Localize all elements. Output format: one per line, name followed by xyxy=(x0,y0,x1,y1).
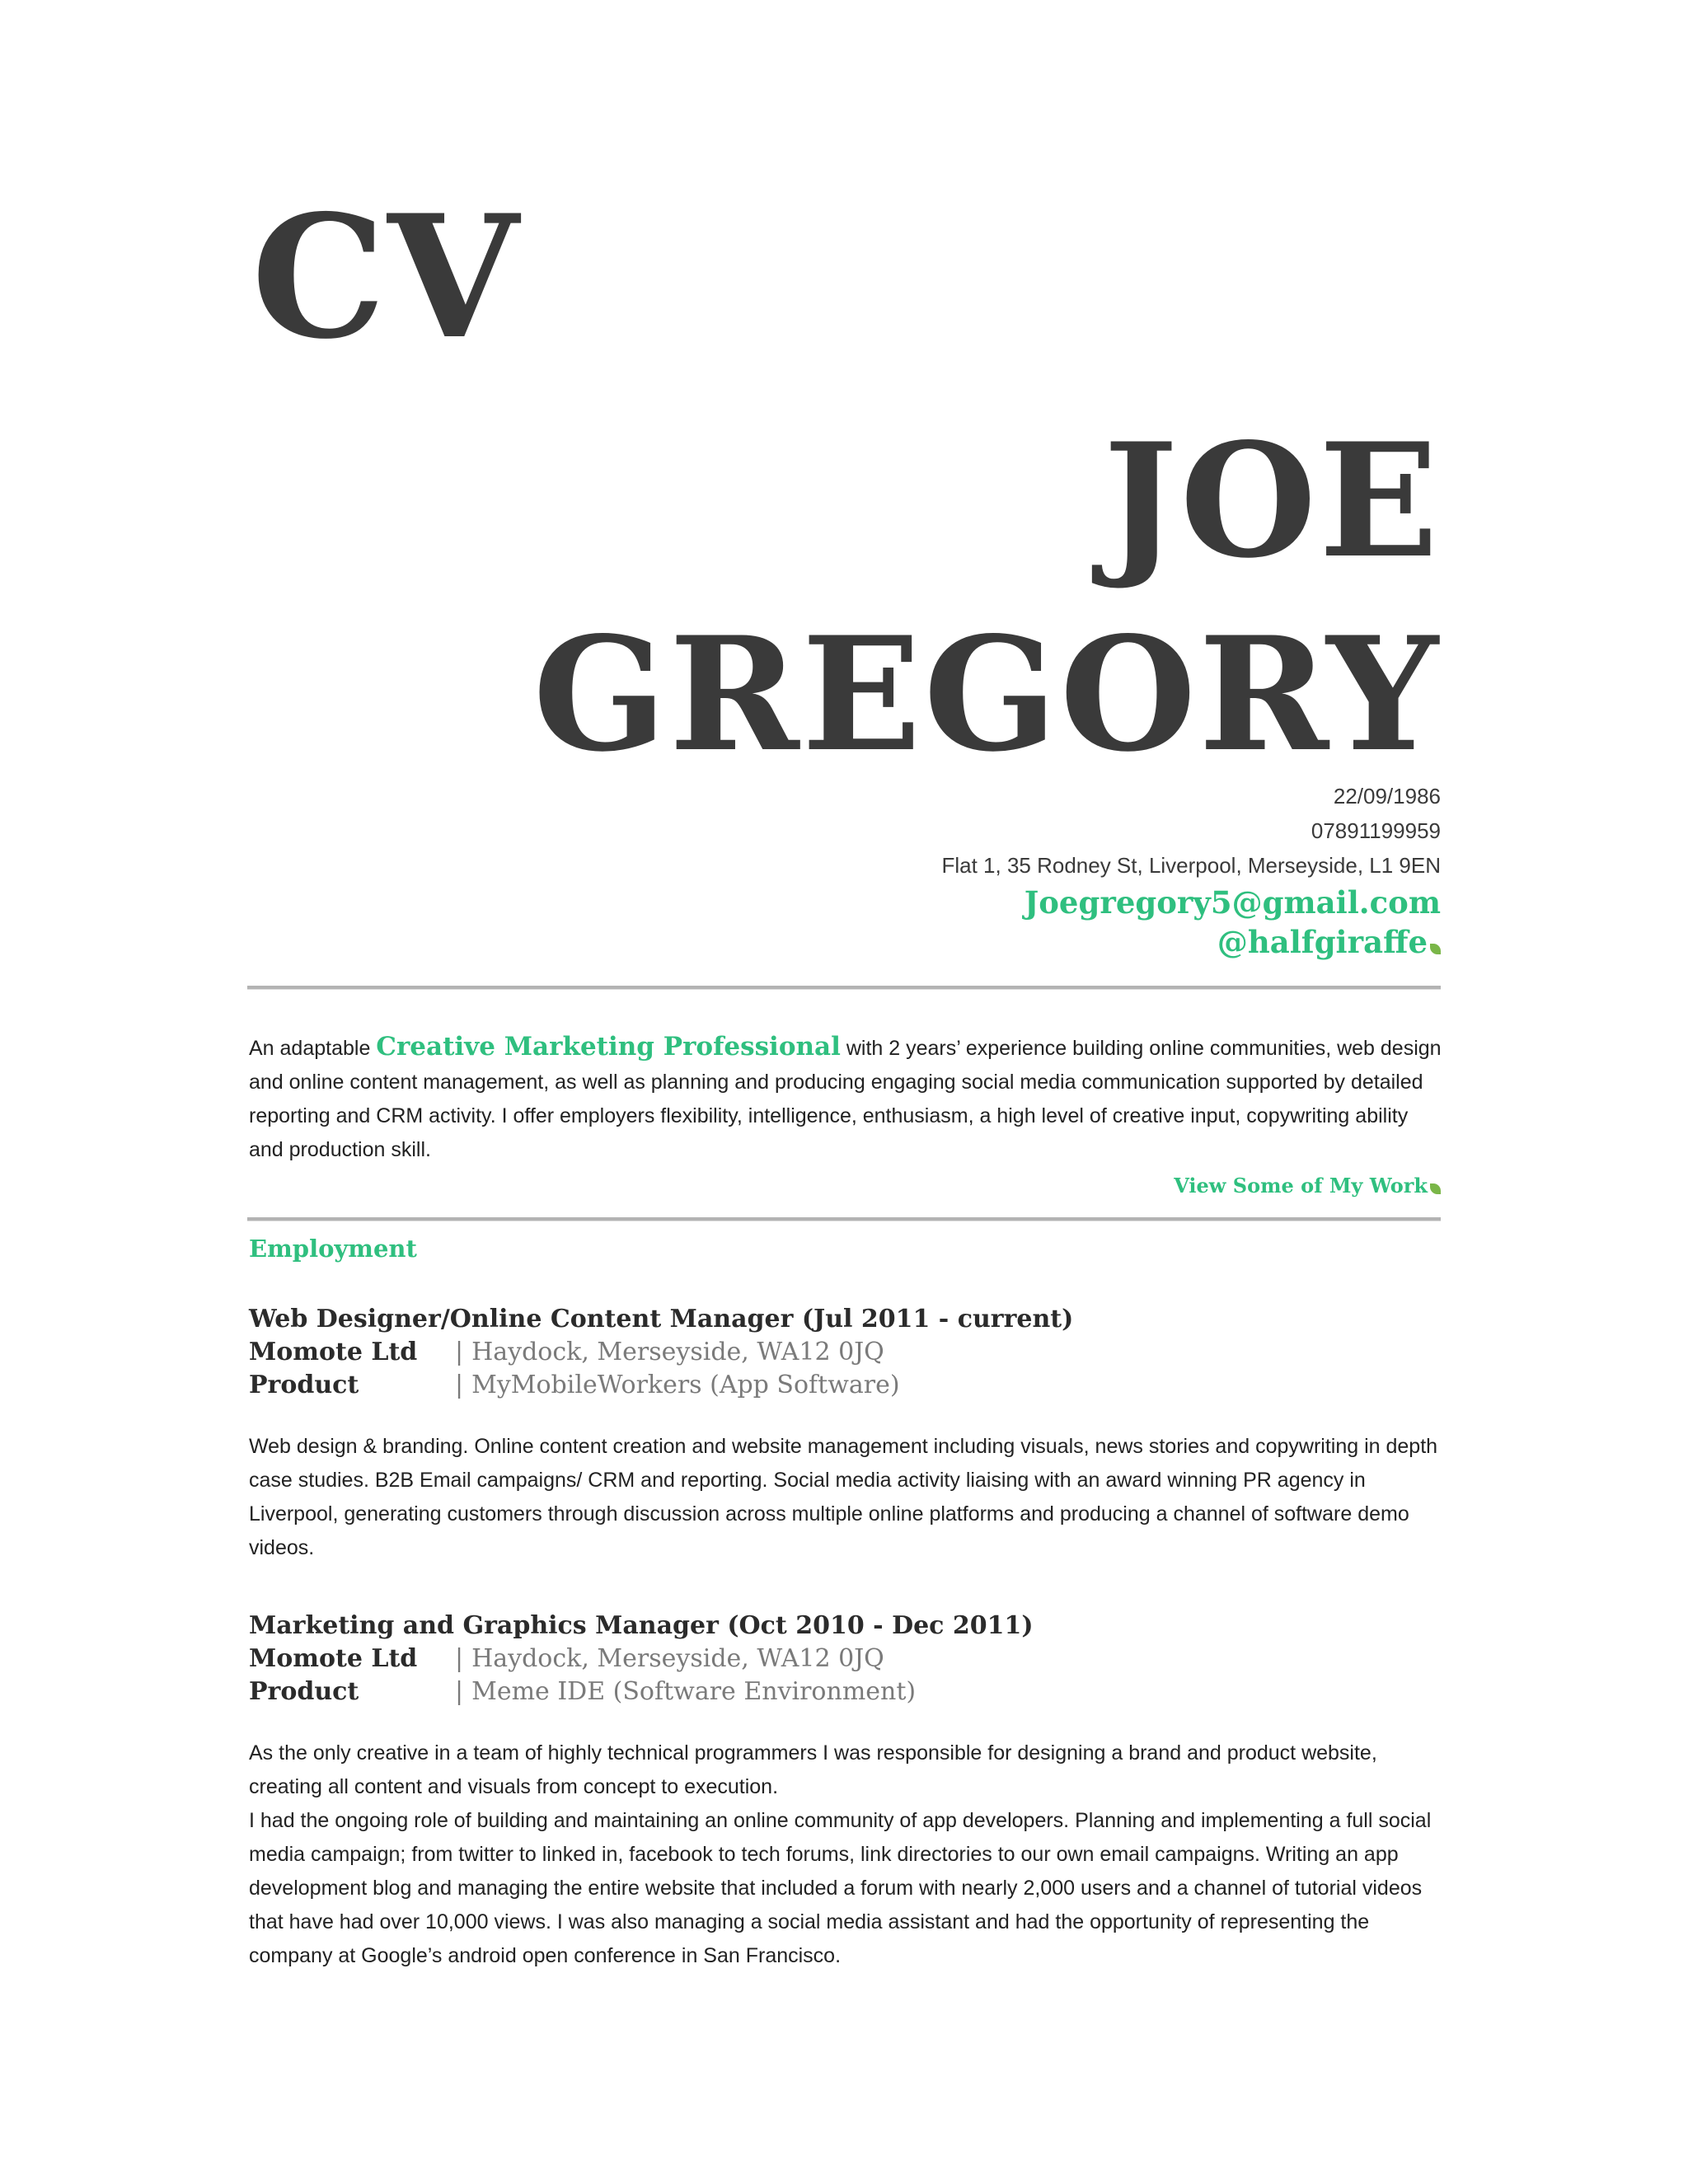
description-paragraph: I had the ongoing role of building and maintaining an online community of app developers. Planning and implementing a full social media campaign; from twitter to linked in, facebook to tech forums, link directories to our own email campaigns. Writing an app development blog and managing the entire website that included a forum with nearly 2,000 users and a channel of tutorial videos that have had over 10,000 views. I was also managing a social media assistant and had the opportunity of representing the company at Google’s android open conference in San Francisco. xyxy=(249,1809,1432,1967)
divider xyxy=(247,1217,1441,1221)
view-work-label: View Some of My Work xyxy=(1174,1174,1428,1197)
product-name: | Meme IDE (Software Environment) xyxy=(455,1677,917,1706)
phone-number: 07891199959 xyxy=(1311,818,1441,843)
job-entry xyxy=(249,1303,1444,1565)
date-of-birth: 22/09/1986 xyxy=(1333,784,1441,808)
summary-highlight: Creative Marketing Professional xyxy=(376,1032,841,1062)
first-name: JOE xyxy=(1103,409,1441,593)
divider xyxy=(247,986,1441,990)
leaf-link-icon xyxy=(1430,1183,1441,1194)
twitter-text: @halfgiraffe xyxy=(1217,924,1428,960)
cv-title: CV xyxy=(251,179,521,377)
description-paragraph: As the only creative in a team of highly technical programmers I was responsible for designing a brand and product website, creating all content and visuals from concept to execution. xyxy=(249,1741,1377,1798)
view-work-link[interactable] xyxy=(1174,1174,1441,1197)
company-row xyxy=(249,1336,1444,1369)
job-description xyxy=(249,1736,1444,1973)
leaf-link-icon xyxy=(1430,944,1441,954)
last-name: GREGORY xyxy=(532,602,1441,786)
email-link[interactable] xyxy=(941,883,1441,922)
company-location: | Haydock, Merseyside, WA12 0JQ xyxy=(455,1338,884,1366)
company-location: | Haydock, Merseyside, WA12 0JQ xyxy=(455,1644,884,1673)
profile-summary xyxy=(249,1030,1444,1167)
product-name: | MyMobileWorkers (App Software) xyxy=(455,1371,900,1399)
contact-block xyxy=(941,779,1441,962)
description-paragraph: Web design & branding. Online content creation and website management including visuals, news stories and copywriting in depth case studies. B2B Email campaigns/ CRM and reporting. Social media activity liaising with an award winning PR agency in Liverpool, generating customers through discussion across multiple online platforms and producing a channel of software demo videos. xyxy=(249,1435,1438,1559)
summary-intro: An adaptable xyxy=(249,1037,377,1060)
product-row xyxy=(249,1675,1444,1708)
twitter-link[interactable] xyxy=(941,922,1441,962)
summary-body: with 2 years’ experience building online communities, web design and online content management, as well as planning and producing engaging social media communication supported by detailed reporting and CRM activity. I offer employers flexibility, intelligence, enthusiasm, a high level of creative input, copywriting ability and production skill. xyxy=(249,1037,1442,1161)
candidate-name xyxy=(533,404,1441,791)
job-description xyxy=(249,1430,1444,1565)
product-label: Product xyxy=(249,1371,359,1399)
product-label: Product xyxy=(249,1677,359,1706)
company-name: Momote Ltd xyxy=(249,1338,418,1366)
job-title: Marketing and Graphics Manager (Oct 2010 - Dec 2011) xyxy=(249,1611,1034,1640)
job-title: Web Designer/Online Content Manager (Jul 2011 - current) xyxy=(249,1305,1074,1333)
job-entry xyxy=(249,1610,1444,1973)
address: Flat 1, 35 Rodney St, Liverpool, Merseyside, L1 9EN xyxy=(941,853,1441,878)
company-row xyxy=(249,1643,1444,1675)
product-row xyxy=(249,1369,1444,1402)
employment-heading: Employment xyxy=(249,1235,417,1263)
email-text: Joegregory5@gmail.com xyxy=(1024,884,1441,921)
company-name: Momote Ltd xyxy=(249,1644,418,1673)
